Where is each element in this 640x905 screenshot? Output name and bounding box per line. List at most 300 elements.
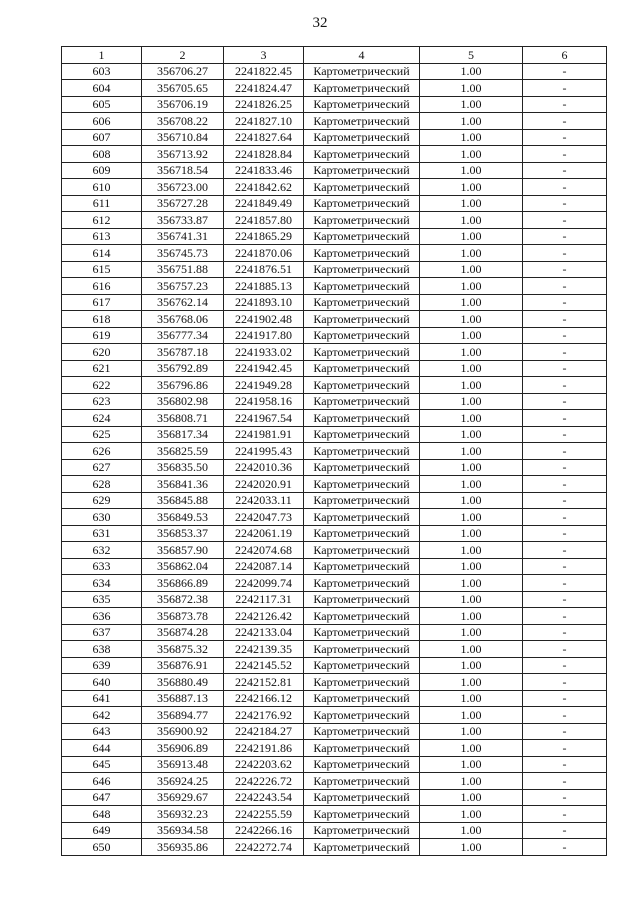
cell-x: 356849.53 bbox=[142, 509, 224, 526]
table-row bbox=[62, 575, 607, 592]
cell-y: 2241857.80 bbox=[224, 212, 304, 229]
column-header-method: 4 bbox=[304, 47, 420, 64]
cell-accuracy: 1.00 bbox=[420, 278, 523, 295]
cell-point-number: 631 bbox=[62, 525, 142, 542]
table-row bbox=[62, 96, 607, 113]
table-row bbox=[62, 674, 607, 691]
table-row bbox=[62, 690, 607, 707]
table-row bbox=[62, 146, 607, 163]
cell-description: - bbox=[523, 80, 607, 97]
cell-method: Картометрический bbox=[304, 96, 420, 113]
cell-point-number: 648 bbox=[62, 806, 142, 823]
cell-method: Картометрический bbox=[304, 162, 420, 179]
cell-point-number: 610 bbox=[62, 179, 142, 196]
cell-x: 356853.37 bbox=[142, 525, 224, 542]
table-row bbox=[62, 525, 607, 542]
cell-accuracy: 1.00 bbox=[420, 624, 523, 641]
table-row bbox=[62, 212, 607, 229]
cell-x: 356935.86 bbox=[142, 839, 224, 856]
cell-description: - bbox=[523, 245, 607, 262]
cell-accuracy: 1.00 bbox=[420, 294, 523, 311]
cell-accuracy: 1.00 bbox=[420, 129, 523, 146]
cell-description: - bbox=[523, 327, 607, 344]
cell-method: Картометрический bbox=[304, 311, 420, 328]
cell-accuracy: 1.00 bbox=[420, 575, 523, 592]
cell-point-number: 634 bbox=[62, 575, 142, 592]
cell-accuracy: 1.00 bbox=[420, 377, 523, 394]
cell-description: - bbox=[523, 674, 607, 691]
cell-method: Картометрический bbox=[304, 558, 420, 575]
table-row bbox=[62, 426, 607, 443]
cell-point-number: 611 bbox=[62, 195, 142, 212]
cell-method: Картометрический bbox=[304, 525, 420, 542]
cell-description: - bbox=[523, 443, 607, 460]
cell-y: 2241842.62 bbox=[224, 179, 304, 196]
cell-y: 2241958.16 bbox=[224, 393, 304, 410]
cell-x: 356706.27 bbox=[142, 63, 224, 80]
cell-y: 2241942.45 bbox=[224, 360, 304, 377]
cell-accuracy: 1.00 bbox=[420, 443, 523, 460]
cell-method: Картометрический bbox=[304, 113, 420, 130]
cell-x: 356705.65 bbox=[142, 80, 224, 97]
cell-accuracy: 1.00 bbox=[420, 789, 523, 806]
cell-y: 2241827.10 bbox=[224, 113, 304, 130]
cell-y: 2241876.51 bbox=[224, 261, 304, 278]
table-row bbox=[62, 740, 607, 757]
cell-method: Картометрический bbox=[304, 476, 420, 493]
cell-point-number: 640 bbox=[62, 674, 142, 691]
cell-y: 2242133.04 bbox=[224, 624, 304, 641]
cell-accuracy: 1.00 bbox=[420, 459, 523, 476]
cell-y: 2242061.19 bbox=[224, 525, 304, 542]
cell-point-number: 650 bbox=[62, 839, 142, 856]
cell-accuracy: 1.00 bbox=[420, 426, 523, 443]
page-number: 32 bbox=[312, 15, 328, 31]
cell-point-number: 626 bbox=[62, 443, 142, 460]
table-row bbox=[62, 311, 607, 328]
cell-point-number: 606 bbox=[62, 113, 142, 130]
cell-point-number: 619 bbox=[62, 327, 142, 344]
table-row bbox=[62, 756, 607, 773]
cell-x: 356802.98 bbox=[142, 393, 224, 410]
cell-y: 2242033.11 bbox=[224, 492, 304, 509]
table-row bbox=[62, 179, 607, 196]
cell-method: Картометрический bbox=[304, 261, 420, 278]
cell-accuracy: 1.00 bbox=[420, 195, 523, 212]
cell-y: 2241949.28 bbox=[224, 377, 304, 394]
cell-y: 2242117.31 bbox=[224, 591, 304, 608]
cell-description: - bbox=[523, 806, 607, 823]
cell-description: - bbox=[523, 129, 607, 146]
cell-description: - bbox=[523, 723, 607, 740]
cell-description: - bbox=[523, 839, 607, 856]
cell-description: - bbox=[523, 278, 607, 295]
cell-accuracy: 1.00 bbox=[420, 657, 523, 674]
table-row bbox=[62, 608, 607, 625]
cell-accuracy: 1.00 bbox=[420, 525, 523, 542]
cell-point-number: 647 bbox=[62, 789, 142, 806]
cell-point-number: 616 bbox=[62, 278, 142, 295]
cell-y: 2242272.74 bbox=[224, 839, 304, 856]
cell-point-number: 638 bbox=[62, 641, 142, 658]
cell-description: - bbox=[523, 492, 607, 509]
cell-description: - bbox=[523, 410, 607, 427]
cell-x: 356825.59 bbox=[142, 443, 224, 460]
cell-method: Картометрический bbox=[304, 806, 420, 823]
cell-accuracy: 1.00 bbox=[420, 690, 523, 707]
cell-point-number: 629 bbox=[62, 492, 142, 509]
cell-description: - bbox=[523, 476, 607, 493]
cell-x: 356757.23 bbox=[142, 278, 224, 295]
cell-accuracy: 1.00 bbox=[420, 608, 523, 625]
cell-method: Картометрический bbox=[304, 212, 420, 229]
table-row bbox=[62, 822, 607, 839]
cell-point-number: 622 bbox=[62, 377, 142, 394]
cell-accuracy: 1.00 bbox=[420, 179, 523, 196]
cell-y: 2242087.14 bbox=[224, 558, 304, 575]
table-row bbox=[62, 624, 607, 641]
cell-point-number: 636 bbox=[62, 608, 142, 625]
column-header-description: 6 bbox=[523, 47, 607, 64]
cell-x: 356875.32 bbox=[142, 641, 224, 658]
cell-method: Картометрический bbox=[304, 426, 420, 443]
cell-method: Картометрический bbox=[304, 443, 420, 460]
table-row bbox=[62, 113, 607, 130]
cell-method: Картометрический bbox=[304, 657, 420, 674]
cell-point-number: 633 bbox=[62, 558, 142, 575]
cell-accuracy: 1.00 bbox=[420, 773, 523, 790]
cell-accuracy: 1.00 bbox=[420, 756, 523, 773]
table-row bbox=[62, 839, 607, 856]
table-row bbox=[62, 327, 607, 344]
cell-point-number: 621 bbox=[62, 360, 142, 377]
cell-x: 356866.89 bbox=[142, 575, 224, 592]
cell-point-number: 614 bbox=[62, 245, 142, 262]
cell-accuracy: 1.00 bbox=[420, 311, 523, 328]
cell-description: - bbox=[523, 360, 607, 377]
cell-method: Картометрический bbox=[304, 459, 420, 476]
cell-point-number: 605 bbox=[62, 96, 142, 113]
table-row bbox=[62, 377, 607, 394]
cell-x: 356817.34 bbox=[142, 426, 224, 443]
cell-point-number: 623 bbox=[62, 393, 142, 410]
cell-point-number: 624 bbox=[62, 410, 142, 427]
table-row bbox=[62, 476, 607, 493]
cell-accuracy: 1.00 bbox=[420, 63, 523, 80]
cell-description: - bbox=[523, 261, 607, 278]
cell-accuracy: 1.00 bbox=[420, 146, 523, 163]
cell-method: Картометрический bbox=[304, 179, 420, 196]
cell-x: 356862.04 bbox=[142, 558, 224, 575]
cell-method: Картометрический bbox=[304, 839, 420, 856]
cell-x: 356808.71 bbox=[142, 410, 224, 427]
cell-x: 356874.28 bbox=[142, 624, 224, 641]
cell-description: - bbox=[523, 96, 607, 113]
cell-y: 2241826.25 bbox=[224, 96, 304, 113]
cell-x: 356718.54 bbox=[142, 162, 224, 179]
cell-x: 356792.89 bbox=[142, 360, 224, 377]
column-header-x: 2 bbox=[142, 47, 224, 64]
cell-point-number: 625 bbox=[62, 426, 142, 443]
cell-method: Картометрический bbox=[304, 327, 420, 344]
cell-y: 2241849.49 bbox=[224, 195, 304, 212]
cell-description: - bbox=[523, 311, 607, 328]
table-row bbox=[62, 129, 607, 146]
cell-description: - bbox=[523, 459, 607, 476]
cell-accuracy: 1.00 bbox=[420, 591, 523, 608]
table-row bbox=[62, 228, 607, 245]
cell-point-number: 607 bbox=[62, 129, 142, 146]
cell-point-number: 618 bbox=[62, 311, 142, 328]
cell-method: Картометрический bbox=[304, 723, 420, 740]
table-row bbox=[62, 773, 607, 790]
cell-accuracy: 1.00 bbox=[420, 228, 523, 245]
cell-x: 356876.91 bbox=[142, 657, 224, 674]
cell-method: Картометрический bbox=[304, 542, 420, 559]
table-row bbox=[62, 162, 607, 179]
cell-method: Картометрический bbox=[304, 773, 420, 790]
cell-description: - bbox=[523, 195, 607, 212]
cell-point-number: 646 bbox=[62, 773, 142, 790]
column-header-accuracy: 5 bbox=[420, 47, 523, 64]
cell-point-number: 620 bbox=[62, 344, 142, 361]
table-row bbox=[62, 393, 607, 410]
cell-method: Картометрический bbox=[304, 740, 420, 757]
cell-point-number: 612 bbox=[62, 212, 142, 229]
cell-y: 2242010.36 bbox=[224, 459, 304, 476]
cell-y: 2241822.45 bbox=[224, 63, 304, 80]
cell-method: Картометрический bbox=[304, 146, 420, 163]
cell-y: 2242184.27 bbox=[224, 723, 304, 740]
cell-y: 2242126.42 bbox=[224, 608, 304, 625]
table-row bbox=[62, 261, 607, 278]
table-row bbox=[62, 278, 607, 295]
cell-x: 356727.28 bbox=[142, 195, 224, 212]
table-row bbox=[62, 459, 607, 476]
cell-x: 356706.19 bbox=[142, 96, 224, 113]
cell-point-number: 645 bbox=[62, 756, 142, 773]
cell-x: 356787.18 bbox=[142, 344, 224, 361]
cell-x: 356762.14 bbox=[142, 294, 224, 311]
cell-point-number: 609 bbox=[62, 162, 142, 179]
cell-x: 356872.38 bbox=[142, 591, 224, 608]
cell-point-number: 628 bbox=[62, 476, 142, 493]
cell-accuracy: 1.00 bbox=[420, 509, 523, 526]
cell-x: 356733.87 bbox=[142, 212, 224, 229]
cell-point-number: 603 bbox=[62, 63, 142, 80]
column-header-y: 3 bbox=[224, 47, 304, 64]
cell-method: Картометрический bbox=[304, 228, 420, 245]
cell-description: - bbox=[523, 624, 607, 641]
cell-accuracy: 1.00 bbox=[420, 839, 523, 856]
cell-x: 356873.78 bbox=[142, 608, 224, 625]
table-row bbox=[62, 80, 607, 97]
cell-point-number: 615 bbox=[62, 261, 142, 278]
cell-description: - bbox=[523, 641, 607, 658]
cell-accuracy: 1.00 bbox=[420, 707, 523, 724]
cell-method: Картометрический bbox=[304, 690, 420, 707]
cell-x: 356835.50 bbox=[142, 459, 224, 476]
cell-x: 356924.25 bbox=[142, 773, 224, 790]
cell-method: Картометрический bbox=[304, 294, 420, 311]
cell-x: 356845.88 bbox=[142, 492, 224, 509]
cell-description: - bbox=[523, 393, 607, 410]
cell-description: - bbox=[523, 789, 607, 806]
table-row bbox=[62, 542, 607, 559]
cell-accuracy: 1.00 bbox=[420, 344, 523, 361]
cell-x: 356745.73 bbox=[142, 245, 224, 262]
table-row bbox=[62, 344, 607, 361]
table-row bbox=[62, 657, 607, 674]
cell-point-number: 627 bbox=[62, 459, 142, 476]
cell-x: 356894.77 bbox=[142, 707, 224, 724]
cell-y: 2241902.48 bbox=[224, 311, 304, 328]
cell-x: 356929.67 bbox=[142, 789, 224, 806]
table-row bbox=[62, 195, 607, 212]
cell-accuracy: 1.00 bbox=[420, 360, 523, 377]
cell-point-number: 630 bbox=[62, 509, 142, 526]
cell-point-number: 642 bbox=[62, 707, 142, 724]
cell-y: 2242152.81 bbox=[224, 674, 304, 691]
cell-method: Картометрический bbox=[304, 63, 420, 80]
table-row bbox=[62, 509, 607, 526]
cell-description: - bbox=[523, 657, 607, 674]
table-row bbox=[62, 723, 607, 740]
cell-method: Картометрический bbox=[304, 80, 420, 97]
table-row bbox=[62, 591, 607, 608]
table-row bbox=[62, 410, 607, 427]
cell-method: Картометрический bbox=[304, 575, 420, 592]
cell-x: 356932.23 bbox=[142, 806, 224, 823]
cell-x: 356741.31 bbox=[142, 228, 224, 245]
cell-point-number: 643 bbox=[62, 723, 142, 740]
cell-x: 356857.90 bbox=[142, 542, 224, 559]
cell-method: Картометрический bbox=[304, 492, 420, 509]
cell-y: 2241933.02 bbox=[224, 344, 304, 361]
cell-accuracy: 1.00 bbox=[420, 327, 523, 344]
cell-accuracy: 1.00 bbox=[420, 212, 523, 229]
cell-accuracy: 1.00 bbox=[420, 476, 523, 493]
cell-method: Картометрический bbox=[304, 344, 420, 361]
cell-x: 356906.89 bbox=[142, 740, 224, 757]
cell-x: 356796.86 bbox=[142, 377, 224, 394]
cell-accuracy: 1.00 bbox=[420, 723, 523, 740]
cell-point-number: 641 bbox=[62, 690, 142, 707]
cell-y: 2242047.73 bbox=[224, 509, 304, 526]
table-row bbox=[62, 789, 607, 806]
table-row bbox=[62, 294, 607, 311]
cell-description: - bbox=[523, 558, 607, 575]
cell-description: - bbox=[523, 707, 607, 724]
cell-method: Картометрический bbox=[304, 674, 420, 691]
cell-y: 2241893.10 bbox=[224, 294, 304, 311]
cell-point-number: 644 bbox=[62, 740, 142, 757]
cell-method: Картометрический bbox=[304, 410, 420, 427]
cell-x: 356913.48 bbox=[142, 756, 224, 773]
cell-accuracy: 1.00 bbox=[420, 641, 523, 658]
cell-description: - bbox=[523, 146, 607, 163]
table-row bbox=[62, 641, 607, 658]
cell-method: Картометрический bbox=[304, 509, 420, 526]
cell-description: - bbox=[523, 63, 607, 80]
cell-description: - bbox=[523, 426, 607, 443]
cell-description: - bbox=[523, 377, 607, 394]
table-row bbox=[62, 558, 607, 575]
table-header bbox=[62, 47, 607, 64]
cell-description: - bbox=[523, 228, 607, 245]
cell-description: - bbox=[523, 509, 607, 526]
cell-description: - bbox=[523, 212, 607, 229]
cell-accuracy: 1.00 bbox=[420, 261, 523, 278]
cell-description: - bbox=[523, 690, 607, 707]
cell-x: 356887.13 bbox=[142, 690, 224, 707]
table-row bbox=[62, 707, 607, 724]
cell-description: - bbox=[523, 740, 607, 757]
cell-x: 356841.36 bbox=[142, 476, 224, 493]
cell-y: 2241917.80 bbox=[224, 327, 304, 344]
cell-description: - bbox=[523, 542, 607, 559]
cell-y: 2242145.52 bbox=[224, 657, 304, 674]
cell-x: 356723.00 bbox=[142, 179, 224, 196]
cell-description: - bbox=[523, 756, 607, 773]
cell-description: - bbox=[523, 822, 607, 839]
cell-point-number: 604 bbox=[62, 80, 142, 97]
cell-y: 2242203.62 bbox=[224, 756, 304, 773]
table-row bbox=[62, 806, 607, 823]
table-row bbox=[62, 360, 607, 377]
cell-accuracy: 1.00 bbox=[420, 80, 523, 97]
cell-method: Картометрический bbox=[304, 707, 420, 724]
cell-description: - bbox=[523, 162, 607, 179]
cell-description: - bbox=[523, 591, 607, 608]
cell-method: Картометрический bbox=[304, 377, 420, 394]
cell-y: 2241967.54 bbox=[224, 410, 304, 427]
cell-point-number: 639 bbox=[62, 657, 142, 674]
cell-y: 2242074.68 bbox=[224, 542, 304, 559]
table-row bbox=[62, 63, 607, 80]
cell-accuracy: 1.00 bbox=[420, 245, 523, 262]
cell-accuracy: 1.00 bbox=[420, 492, 523, 509]
cell-accuracy: 1.00 bbox=[420, 558, 523, 575]
cell-point-number: 613 bbox=[62, 228, 142, 245]
cell-accuracy: 1.00 bbox=[420, 822, 523, 839]
cell-method: Картометрический bbox=[304, 195, 420, 212]
cell-method: Картометрический bbox=[304, 624, 420, 641]
cell-y: 2242099.74 bbox=[224, 575, 304, 592]
cell-y: 2241833.46 bbox=[224, 162, 304, 179]
cell-description: - bbox=[523, 773, 607, 790]
cell-x: 356934.58 bbox=[142, 822, 224, 839]
cell-method: Картометрический bbox=[304, 129, 420, 146]
cell-description: - bbox=[523, 113, 607, 130]
cell-point-number: 632 bbox=[62, 542, 142, 559]
cell-accuracy: 1.00 bbox=[420, 113, 523, 130]
cell-y: 2242166.12 bbox=[224, 690, 304, 707]
cell-y: 2241870.06 bbox=[224, 245, 304, 262]
cell-y: 2242243.54 bbox=[224, 789, 304, 806]
column-header-point-number: 1 bbox=[62, 47, 142, 64]
cell-accuracy: 1.00 bbox=[420, 674, 523, 691]
cell-x: 356710.84 bbox=[142, 129, 224, 146]
cell-x: 356768.06 bbox=[142, 311, 224, 328]
table-body bbox=[62, 63, 607, 855]
cell-method: Картометрический bbox=[304, 591, 420, 608]
table-row bbox=[62, 245, 607, 262]
cell-method: Картометрический bbox=[304, 393, 420, 410]
cell-point-number: 608 bbox=[62, 146, 142, 163]
cell-x: 356900.92 bbox=[142, 723, 224, 740]
cell-accuracy: 1.00 bbox=[420, 740, 523, 757]
